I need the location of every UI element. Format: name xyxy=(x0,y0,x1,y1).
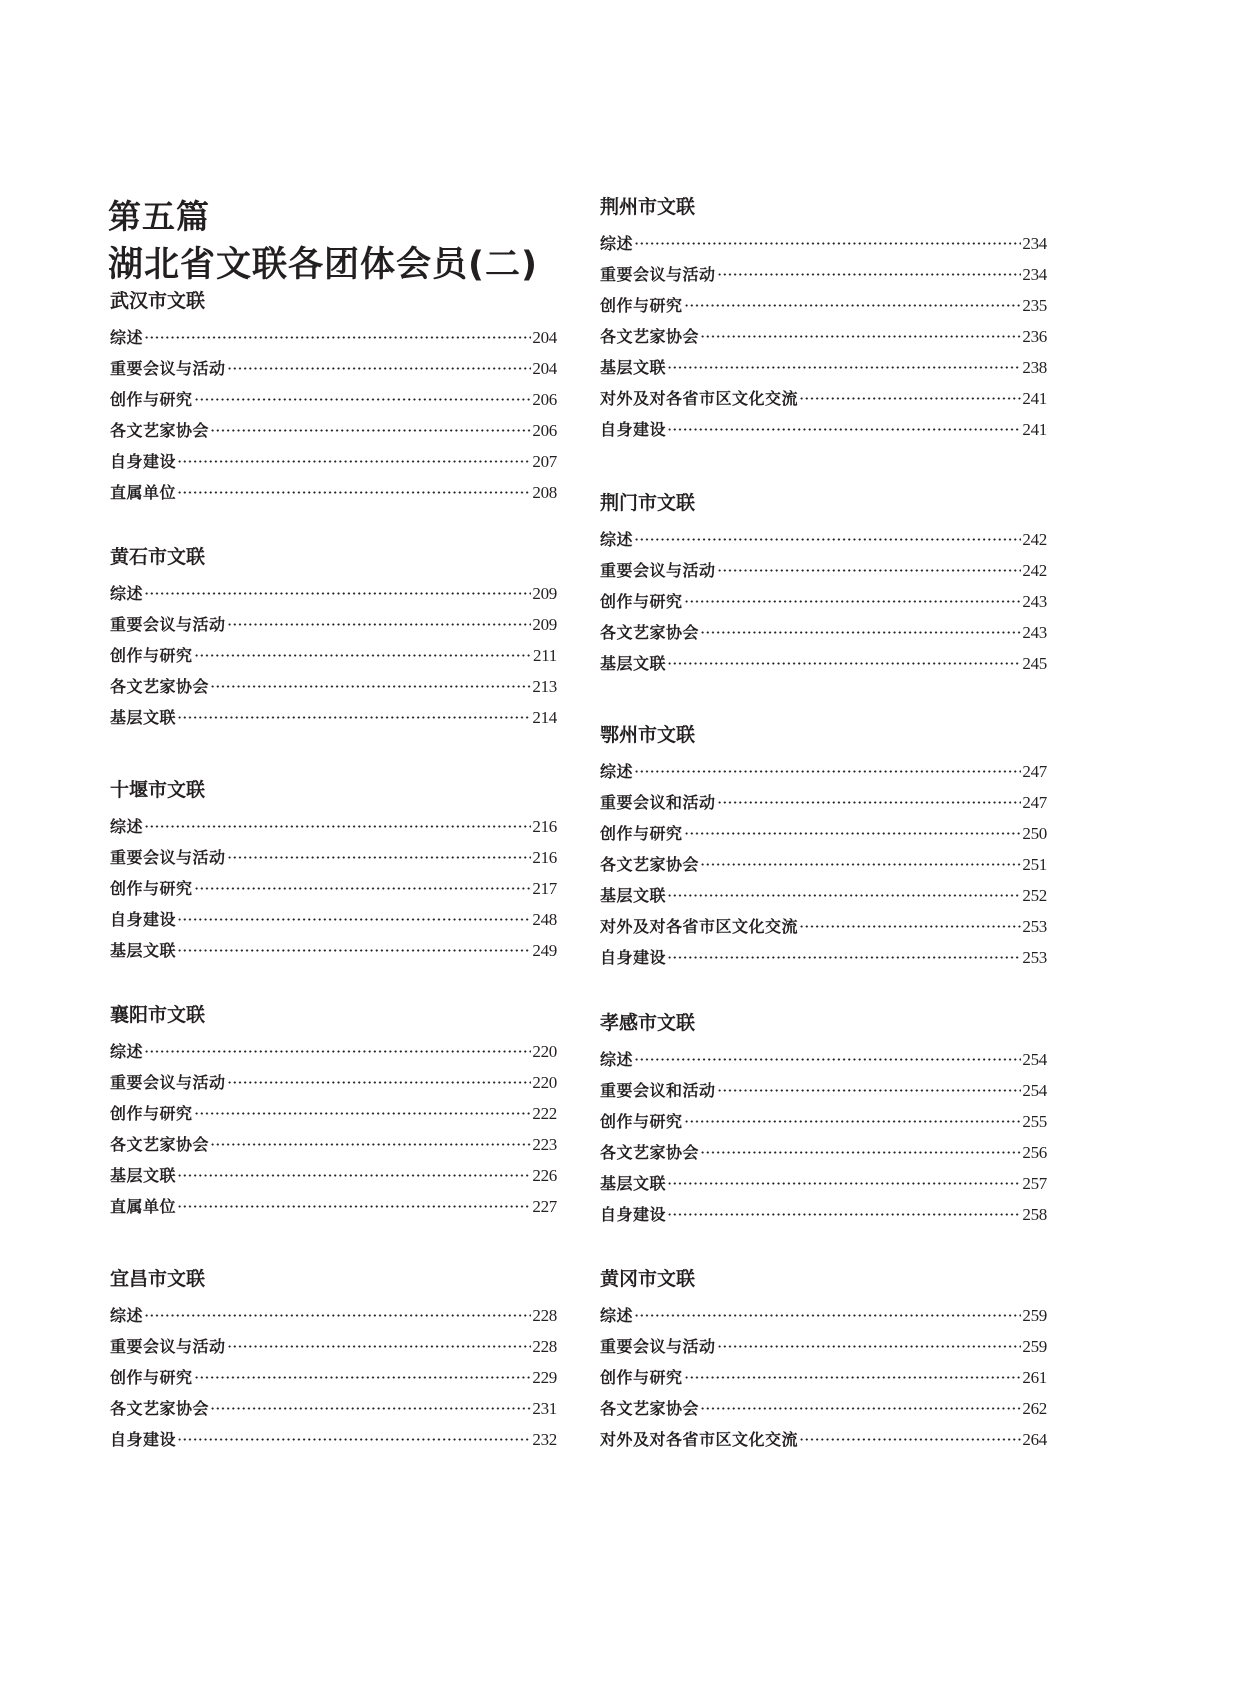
dot-leader xyxy=(717,1345,1022,1348)
toc-entry[interactable] xyxy=(600,356,1047,387)
dot-leader xyxy=(717,801,1022,804)
page-number: 206 xyxy=(532,390,557,409)
page-number: 252 xyxy=(1022,886,1047,905)
dot-leader xyxy=(177,716,531,719)
page-number: 249 xyxy=(532,941,557,960)
entry-label: 重要会议与活动 xyxy=(600,561,716,580)
toc-entry[interactable] xyxy=(600,1366,1047,1397)
dot-leader xyxy=(667,1182,1021,1185)
toc-entry[interactable] xyxy=(110,1164,557,1195)
entry-label: 创作与研究 xyxy=(600,1112,683,1131)
entry-label: 综述 xyxy=(600,234,634,253)
toc-entry[interactable] xyxy=(110,1366,557,1397)
dot-leader xyxy=(177,1174,531,1177)
page-number: 234 xyxy=(1022,265,1047,284)
toc-entry[interactable] xyxy=(600,1141,1047,1172)
toc-entry[interactable] xyxy=(110,908,557,939)
dot-leader xyxy=(194,1112,532,1115)
dot-leader xyxy=(634,770,1021,773)
toc-entry[interactable] xyxy=(110,613,557,644)
page-number: 243 xyxy=(1022,592,1047,611)
dot-leader xyxy=(210,429,531,432)
entry-label: 基层文联 xyxy=(110,1166,177,1185)
toc-section-shiyan xyxy=(110,778,557,970)
page-number: 207 xyxy=(532,452,557,471)
toc-entry[interactable] xyxy=(110,644,557,675)
dot-leader xyxy=(144,1050,531,1053)
dot-leader xyxy=(799,925,1021,928)
toc-entry[interactable] xyxy=(600,590,1047,621)
entry-label: 创作与研究 xyxy=(110,646,193,665)
dot-leader xyxy=(210,1143,531,1146)
dot-leader xyxy=(144,592,531,595)
entry-label: 综述 xyxy=(110,328,144,347)
entry-label: 创作与研究 xyxy=(600,1368,683,1387)
page-number: 259 xyxy=(1022,1337,1047,1356)
dot-leader xyxy=(700,1407,1021,1410)
page-number: 248 xyxy=(532,910,557,929)
page-number: 220 xyxy=(532,1073,557,1092)
dot-leader xyxy=(667,894,1021,897)
page-number: 227 xyxy=(532,1197,557,1216)
toc-entry[interactable] xyxy=(110,326,557,357)
entry-label: 创作与研究 xyxy=(600,824,683,843)
page-number: 256 xyxy=(1022,1143,1047,1162)
toc-entry[interactable] xyxy=(600,822,1047,853)
dot-leader xyxy=(667,428,1021,431)
page-number: 214 xyxy=(532,708,557,727)
dot-leader xyxy=(634,1058,1021,1061)
toc-entry[interactable] xyxy=(110,419,557,450)
toc-section-wuhan xyxy=(110,289,557,512)
dot-leader xyxy=(799,397,1021,400)
section-heading: 十堰市文联 xyxy=(110,779,206,801)
section-heading: 孝感市文联 xyxy=(600,1012,696,1034)
toc-entry[interactable] xyxy=(110,846,557,877)
page-number: 255 xyxy=(1022,1112,1047,1131)
toc-entry[interactable] xyxy=(110,450,557,481)
dot-leader xyxy=(717,1089,1022,1092)
page-number: 217 xyxy=(532,879,557,898)
toc-entry[interactable] xyxy=(110,388,557,419)
toc-entry[interactable] xyxy=(110,1071,557,1102)
entry-label: 重要会议与活动 xyxy=(110,359,226,378)
dot-leader xyxy=(227,367,532,370)
page-number: 222 xyxy=(532,1104,557,1123)
entry-label: 各文艺家协会 xyxy=(600,623,700,642)
entry-label: 创作与研究 xyxy=(110,1104,193,1123)
toc-entry[interactable] xyxy=(110,815,557,846)
dot-leader xyxy=(700,1151,1021,1154)
dot-leader xyxy=(210,1407,531,1410)
entry-label: 直属单位 xyxy=(110,483,177,502)
entry-label: 各文艺家协会 xyxy=(110,1135,210,1154)
dot-leader xyxy=(227,856,532,859)
dot-leader xyxy=(210,685,531,688)
toc-entry[interactable] xyxy=(110,675,557,706)
entry-label: 综述 xyxy=(110,1306,144,1325)
entry-label: 重要会议与活动 xyxy=(110,848,226,867)
page-number: 223 xyxy=(532,1135,557,1154)
toc-entry[interactable] xyxy=(110,1040,557,1071)
dot-leader xyxy=(667,366,1021,369)
entry-label: 综述 xyxy=(600,1050,634,1069)
dot-leader xyxy=(194,398,532,401)
entry-label: 对外及对各省市区文化交流 xyxy=(600,389,799,408)
section-heading: 武汉市文联 xyxy=(110,290,206,312)
page-number: 211 xyxy=(533,646,557,665)
toc-entry[interactable] xyxy=(600,946,1047,977)
dot-leader xyxy=(177,491,531,494)
dot-leader xyxy=(667,1213,1021,1216)
toc-section-huangshi xyxy=(110,545,557,737)
toc-entry[interactable] xyxy=(600,853,1047,884)
page-number: 204 xyxy=(532,359,557,378)
toc-entry[interactable] xyxy=(600,263,1047,294)
entry-label: 创作与研究 xyxy=(110,879,193,898)
dot-leader xyxy=(177,1205,531,1208)
entry-label: 创作与研究 xyxy=(600,296,683,315)
dot-leader xyxy=(684,600,1022,603)
entry-label: 重要会议和活动 xyxy=(600,1081,716,1100)
entry-label: 综述 xyxy=(600,530,634,549)
toc-entry[interactable] xyxy=(600,1172,1047,1203)
page-number: 209 xyxy=(532,584,557,603)
dot-leader xyxy=(227,1345,532,1348)
entry-label: 自身建设 xyxy=(110,910,177,929)
page-number: 232 xyxy=(532,1430,557,1449)
page-number: 220 xyxy=(532,1042,557,1061)
toc-entry[interactable] xyxy=(600,232,1047,263)
entry-label: 直属单位 xyxy=(110,1197,177,1216)
toc-entry[interactable] xyxy=(600,1335,1047,1366)
toc-entry[interactable] xyxy=(110,1195,557,1226)
dot-leader xyxy=(684,1376,1022,1379)
page-number: 242 xyxy=(1022,530,1047,549)
entry-label: 基层文联 xyxy=(600,1174,667,1193)
toc-section-jingzhou xyxy=(600,195,1047,449)
entry-label: 各文艺家协会 xyxy=(600,327,700,346)
dot-leader xyxy=(634,538,1021,541)
entry-label: 自身建设 xyxy=(600,420,667,439)
dot-leader xyxy=(684,1120,1022,1123)
part-number-title: 第五篇 xyxy=(108,197,210,236)
toc-entry[interactable] xyxy=(600,325,1047,356)
entry-label: 重要会议与活动 xyxy=(110,1337,226,1356)
page-number: 238 xyxy=(1022,358,1047,377)
page-number: 228 xyxy=(532,1337,557,1356)
page-number: 247 xyxy=(1022,762,1047,781)
toc-entry[interactable] xyxy=(110,1397,557,1428)
dot-leader xyxy=(177,1438,531,1441)
entry-label: 对外及对各省市区文化交流 xyxy=(600,1430,799,1449)
page-number: 216 xyxy=(532,848,557,867)
entry-label: 自身建设 xyxy=(600,948,667,967)
page-number: 258 xyxy=(1022,1205,1047,1224)
entry-label: 各文艺家协会 xyxy=(110,421,210,440)
toc-section-xiangyang xyxy=(110,1003,557,1226)
page-number: 234 xyxy=(1022,234,1047,253)
toc-entry[interactable] xyxy=(110,481,557,512)
toc-entry[interactable] xyxy=(600,1304,1047,1335)
dot-leader xyxy=(700,335,1021,338)
entry-label: 综述 xyxy=(110,817,144,836)
page-number: 204 xyxy=(532,328,557,347)
page-number: 236 xyxy=(1022,327,1047,346)
entry-label: 综述 xyxy=(110,584,144,603)
entry-label: 各文艺家协会 xyxy=(600,855,700,874)
toc-section-jingmen xyxy=(600,491,1047,683)
dot-leader xyxy=(684,304,1022,307)
entry-label: 重要会议与活动 xyxy=(600,1337,716,1356)
toc-section-huanggang xyxy=(600,1267,1047,1459)
page-number: 253 xyxy=(1022,917,1047,936)
page-number: 243 xyxy=(1022,623,1047,642)
page-number: 257 xyxy=(1022,1174,1047,1193)
page-number: 253 xyxy=(1022,948,1047,967)
toc-entry[interactable] xyxy=(600,418,1047,449)
dot-leader xyxy=(144,336,531,339)
entry-label: 对外及对各省市区文化交流 xyxy=(600,917,799,936)
toc-entry[interactable] xyxy=(600,294,1047,325)
entry-label: 创作与研究 xyxy=(110,390,193,409)
page-number: 241 xyxy=(1022,389,1047,408)
entry-label: 重要会议与活动 xyxy=(110,615,226,634)
entry-label: 重要会议与活动 xyxy=(600,265,716,284)
toc-entry[interactable] xyxy=(110,939,557,970)
page-number: 226 xyxy=(532,1166,557,1185)
page-number: 261 xyxy=(1022,1368,1047,1387)
page-number: 228 xyxy=(532,1306,557,1325)
entry-label: 综述 xyxy=(600,762,634,781)
page-number: 242 xyxy=(1022,561,1047,580)
dot-leader xyxy=(144,825,531,828)
entry-label: 各文艺家协会 xyxy=(110,677,210,696)
entry-label: 自身建设 xyxy=(110,1430,177,1449)
entry-label: 基层文联 xyxy=(600,654,667,673)
dot-leader xyxy=(194,887,532,890)
section-heading: 黄冈市文联 xyxy=(600,1268,696,1290)
page-number: 245 xyxy=(1022,654,1047,673)
entry-label: 基层文联 xyxy=(110,708,177,727)
toc-entry[interactable] xyxy=(110,1102,557,1133)
toc-section-xiaogan xyxy=(600,1011,1047,1234)
page-number: 213 xyxy=(532,677,557,696)
page-number: 251 xyxy=(1022,855,1047,874)
entry-label: 自身建设 xyxy=(110,452,177,471)
toc-entry[interactable] xyxy=(110,1133,557,1164)
dot-leader xyxy=(799,1438,1021,1441)
entry-label: 各文艺家协会 xyxy=(110,1399,210,1418)
dot-leader xyxy=(194,654,533,657)
page-number: 254 xyxy=(1022,1081,1047,1100)
toc-entry[interactable] xyxy=(110,877,557,908)
toc-entry[interactable] xyxy=(110,1335,557,1366)
dot-leader xyxy=(227,623,532,626)
entry-label: 综述 xyxy=(110,1042,144,1061)
toc-entry[interactable] xyxy=(600,760,1047,791)
page-number: 216 xyxy=(532,817,557,836)
toc-entry[interactable] xyxy=(600,791,1047,822)
entry-label: 自身建设 xyxy=(600,1205,667,1224)
page-number: 209 xyxy=(532,615,557,634)
toc-entry[interactable] xyxy=(600,915,1047,946)
toc-entry[interactable] xyxy=(110,1428,557,1459)
toc-entry[interactable] xyxy=(600,1203,1047,1234)
dot-leader xyxy=(227,1081,532,1084)
toc-entry[interactable] xyxy=(600,621,1047,652)
part-title: 湖北省文联各团体会员(二) xyxy=(108,245,538,285)
entry-label: 创作与研究 xyxy=(110,1368,193,1387)
section-heading: 襄阳市文联 xyxy=(110,1004,206,1026)
page-number: 247 xyxy=(1022,793,1047,812)
entry-label: 综述 xyxy=(600,1306,634,1325)
dot-leader xyxy=(667,662,1021,665)
dot-leader xyxy=(144,1314,531,1317)
toc-entry[interactable] xyxy=(600,1397,1047,1428)
page-number: 250 xyxy=(1022,824,1047,843)
entry-label: 创作与研究 xyxy=(600,592,683,611)
page-number: 206 xyxy=(532,421,557,440)
page-number: 231 xyxy=(532,1399,557,1418)
dot-leader xyxy=(634,1314,1021,1317)
dot-leader xyxy=(634,242,1021,245)
page-number: 235 xyxy=(1022,296,1047,315)
entry-label: 各文艺家协会 xyxy=(600,1399,700,1418)
toc-entry[interactable] xyxy=(110,706,557,737)
entry-label: 基层文联 xyxy=(600,358,667,377)
section-heading: 荆门市文联 xyxy=(600,492,696,514)
section-heading: 黄石市文联 xyxy=(110,546,206,568)
page-number: 262 xyxy=(1022,1399,1047,1418)
toc-entry[interactable] xyxy=(600,1079,1047,1110)
page-number: 264 xyxy=(1022,1430,1047,1449)
dot-leader xyxy=(177,460,531,463)
toc-entry[interactable] xyxy=(600,387,1047,418)
section-heading: 宜昌市文联 xyxy=(110,1268,206,1290)
toc-entry[interactable] xyxy=(110,582,557,613)
entry-label: 各文艺家协会 xyxy=(600,1143,700,1162)
toc-section-yichang xyxy=(110,1267,557,1459)
entry-label: 重要会议和活动 xyxy=(600,793,716,812)
dot-leader xyxy=(717,273,1022,276)
page-number: 208 xyxy=(532,483,557,502)
toc-entry[interactable] xyxy=(600,1110,1047,1141)
page-number: 229 xyxy=(532,1368,557,1387)
page-number: 241 xyxy=(1022,420,1047,439)
dot-leader xyxy=(700,631,1021,634)
dot-leader xyxy=(194,1376,532,1379)
dot-leader xyxy=(700,863,1021,866)
page-number: 259 xyxy=(1022,1306,1047,1325)
dot-leader xyxy=(177,918,531,921)
toc-entry[interactable] xyxy=(600,528,1047,559)
toc-entry[interactable] xyxy=(110,1304,557,1335)
section-heading: 荆州市文联 xyxy=(600,196,696,218)
toc-entry[interactable] xyxy=(600,1428,1047,1459)
toc-entry[interactable] xyxy=(600,559,1047,590)
dot-leader xyxy=(177,949,531,952)
toc-entry[interactable] xyxy=(600,884,1047,915)
dot-leader xyxy=(717,569,1022,572)
page-number: 254 xyxy=(1022,1050,1047,1069)
toc-entry[interactable] xyxy=(600,652,1047,683)
section-heading: 鄂州市文联 xyxy=(600,724,696,746)
entry-label: 基层文联 xyxy=(600,886,667,905)
toc-section-ezhou xyxy=(600,723,1047,977)
dot-leader xyxy=(667,956,1021,959)
toc-entry[interactable] xyxy=(110,357,557,388)
entry-label: 重要会议与活动 xyxy=(110,1073,226,1092)
dot-leader xyxy=(684,832,1022,835)
entry-label: 基层文联 xyxy=(110,941,177,960)
toc-entry[interactable] xyxy=(600,1048,1047,1079)
